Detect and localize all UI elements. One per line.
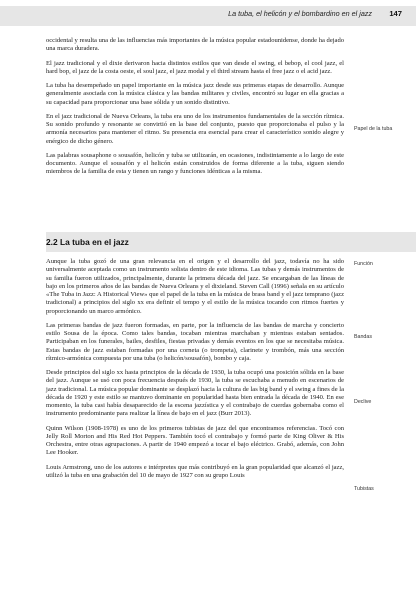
section-title: 2.2 La tuba en el jazz — [46, 237, 129, 247]
paragraph-decline: Desde principios del siglo xx hasta principios de la década de 1930, la tuba ocupó una posición sólida en la base del jazz. Aunque se usó con poca frecuencia después de 1930, la tuba se escuchaba a menudo en escenarios de jazz tradicional. La música popular dominante se desplazó hacia la cultura de las big band y el swing a fines de la década de 1920 y este estilo se mantuvo dominante en popularidad hasta bien entrada la década de 1940. En ese momento, la tuba casi había desaparecido de la escena jazzística y el contrabajo de cuerdas gobernaba como el instrumento predominante para realizar la línea de bajo en el jazz (Burr 2013). — [46, 369, 344, 418]
paragraph-armstrong: Louis Armstrong, uno de los autores e intérpretes que más contribuyó en la gran popularidad que alcanzó el jazz, utilizó la tuba en una grabación del 10 de mayo de 1927 con su grupo Louis — [46, 463, 344, 479]
margin-note-papel: Papel de la tuba — [354, 126, 393, 132]
margin-note-funcion: Función — [354, 261, 373, 267]
running-header — [0, 6, 416, 26]
paragraph-intro-continuation: occidental y resulta una de las influencias más importantes de la música popular estadounidense, donde ha dejado una marca duradera. — [46, 37, 344, 53]
running-title: La tuba, el helicón y el bombardino en el jazz — [228, 9, 372, 18]
margin-note-tubistas: Tubistas — [354, 486, 374, 492]
paragraph-new-orleans: En el jazz tradicional de Nueva Orleans, la tuba era uno de los instrumentos fundamentales de la sección rítmica. Su sonido profundo y resonante se convirtió en la base del conjunto, puesto que proporcionaba el pulso y la armonía necesarios para mantener el ritmo. Su presencia era esencial para crear el característico sonido alegre y enérgico de dicho género. — [46, 112, 344, 145]
paragraph-jazz-styles: El jazz tradicional y el dixie derivaron hacia distintos estilos que van desde el swing, el bebop, el cool jazz, el hard bop, el jazz de la costa oeste, el soul jazz, el jazz modal y el third stream hasta el free jazz o el acid jazz. — [46, 59, 344, 75]
margin-note-declive: Declive — [354, 399, 372, 405]
paragraph-function: Aunque la tuba gozó de una gran relevancia en el origen y el desarrollo del jazz, todavía no ha sido universalmente aceptada como un instrumento solista dentro de este idioma. Las tubas y demás instrumentos de su familia fueron utilizados, principalmente, durante la primera década del jazz. Se encargaban de las líneas de bajo en los primeros años de las bandas de Nueva Orleans y el dixieland. Steven Call (1996) señala en su artículo «The Tuba in Jazz: A Historical View» que el papel de la tuba en la música de brass band y el jazz temprano (jazz tradicional) a principios del siglo xx era definir el tempo y el estilo de la música tocando con ritmos fuertes y proporcionando un marco armónico. — [46, 258, 344, 315]
paragraph-terminology: Las palabras sousaphone o sousafón, helicón y tuba se utilizarán, en ocasiones, indistintamente a lo largo de este documento. Aunque el sousafón y el helicón están construidos de forma diferente a la tuba, siguen siendo miembros de la familia de esta y tienen un rango y funciones idénticas a la misma. — [46, 151, 344, 176]
paragraph-tubists: Quinn Wilson (1908-1978) es uno de los primeros tubistas de jazz del que encontramos referencias. Tocó con Jelly Roll Morton and His Red Hot Peppers. También tocó el contrabajo y formó parte de King Oliver & His Orchestra, entre otras agrupaciones. A partir de 1940 empezó a tocar el bajo eléctrico. Grabó, además, con John Lee Hooker. — [46, 424, 344, 457]
margin-note-bandas: Bandas — [354, 334, 372, 340]
section-text-column — [46, 258, 344, 486]
paragraph-tuba-role: La tuba ha desempeñado un papel importante en la música jazz desde sus primeras etapas de desarrollo. Aunque generalmente asociada con la música clásica y las bandas militares y civiles, encontró su lugar en ella gracias a su capacidad para proporcionar una base sólida y un sonido distintivo. — [46, 82, 344, 106]
page-number: 147 — [389, 9, 402, 18]
paragraph-bands: Las primeras bandas de jazz fueron formadas, en parte, por la influencia de las bandas de marcha y concierto estilo Sousa de la época. Como tales bandas, tocaban mientras marchaban y mientras estaban sentados. Participaban en los funerales, bailes, desfiles, fiestas privadas y demás eventos en los que se necesitaba música. Estas bandas de jazz estaban formadas por una corneta (o trompeta), clarinete y trombón, más una sección rítmico-armónica compuesta por una tuba (o helicón/sousafón), bombo y caja. — [46, 321, 344, 362]
intro-text-column — [46, 37, 344, 183]
